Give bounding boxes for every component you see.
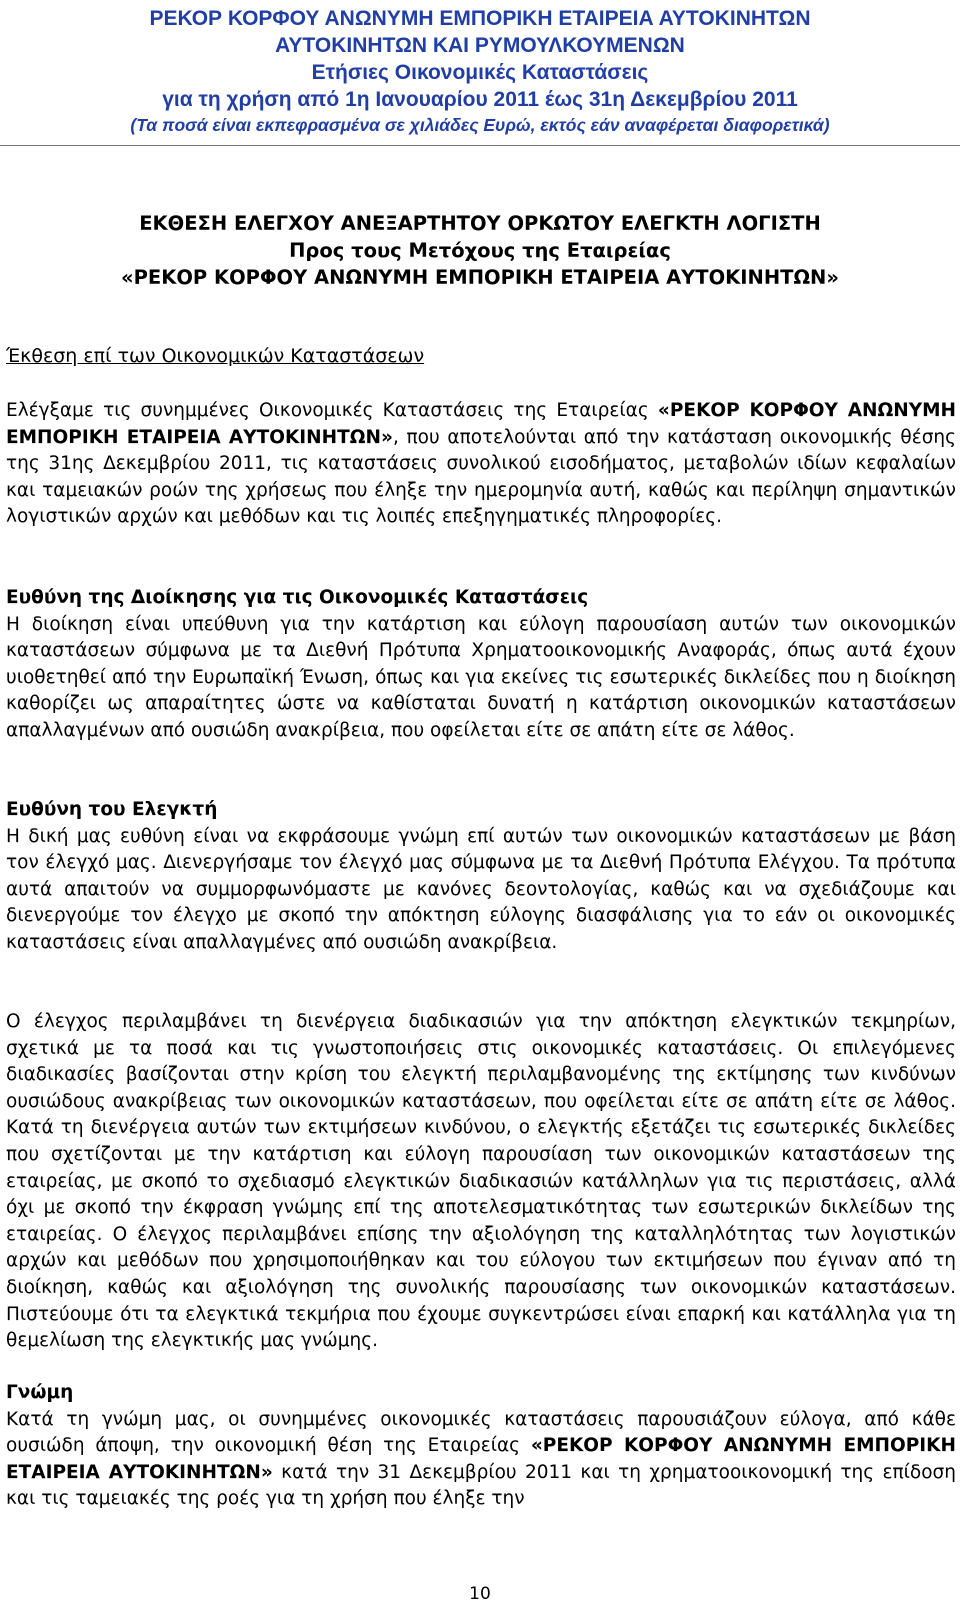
header-company-subtitle: ΑΥΤΟΚΙΝΗΤΩΝ ΚΑΙ ΡΥΜΟΥΛΚΟΥΜΕΝΩΝ <box>275 34 685 57</box>
report-addressee: Προς τους Μετόχους της Εταιρείας <box>289 239 671 262</box>
report-title: ΕΚΘΕΣΗ ΕΛΕΓΧΟΥ ΑΝΕΞΑΡΤΗΤΟΥ ΟΡΚΩΤΟΥ ΕΛΕΓΚΤΗ ΛΟΓΙΣΤΗ <box>139 212 821 235</box>
header-rule <box>0 145 960 146</box>
p5-company: «ΡΕΚΟΡ ΚΟΡΦΟΥ ΑΝΩΝΥΜΗ ΕΜΠΟΡΙΚΗ ΕΤΑΙΡΕΙΑ ΑΥΤΟΚΙΝΗΤΩΝ» <box>6 1435 956 1483</box>
heading-management-responsibility: Ευθύνη της Διοίκησης για τις Οικονομικές Καταστάσεις <box>6 587 589 608</box>
heading-opinion: Γνώμη <box>6 1382 74 1403</box>
heading-auditor-responsibility: Ευθύνη του Ελεγκτή <box>6 799 218 820</box>
p1-company: «ΡΕΚΟΡ ΚΟΡΦΟΥ ΑΝΩΝΥΜΗ ΕΜΠΟΡΙΚΗ ΕΤΑΙΡΕΙΑ ΑΥΤΟΚΙΝΗΤΩΝ» <box>6 400 956 448</box>
p4-text: Ο έλεγχος περιλαμβάνει τη διενέργεια διαδικασιών για την απόκτηση ελεγκτικών τεκμηρίων, σχετικά με τα ποσά και τις γνωστοποιήσεις στις οικονομικές καταστάσεις. Οι επιλεγόμενες διαδικασίες βασίζονται στην κρίση του ελεγκτή περιλαμβανομένης της εκτίμησης των κινδύνων ουσιώδους ανακρίβειας των οικονομικών καταστάσεων, που οφείλεται είτε σε απάτη είτε σε λάθος. Κατά τη διενέργεια αυτών των εκτιμήσεων κινδύνου, ο ελεγκτής εξετάζει τις εσωτερικές δικλείδες που σχετίζονται με την κατάρτιση και εύλογη παρουσίαση των οικονομικών καταστάσεων της εταιρείας, με σκοπό το σχεδιασμό ελεγκτικών διαδικασιών κατάλληλων για τις περιστάσεις, αλλά όχι με σκοπό την έκφραση γνώμης επί της αποτελεσματικότητας των εσωτερικών δικλείδων της εταιρείας. Ο έλεγχος περιλαμβάνει επίσης την αξιολόγηση της καταλληλότητας των λογιστικών αρχών και μεθόδων που χρησιμοποιήθηκαν και του εύλογου των εκτιμήσεων που έγιναν από τη διοίκηση, καθώς και αξιολόγηση της συνολικής παρουσίασης των οικονομικών καταστάσεων. Πιστεύουμε ότι τα ελεγκτικά τεκμήρια που έχουμε συγκεντρώσει είναι επαρκή και κατάλληλα για τη θεμελίωση της ελεγκτικής μας γνώμης. <box>6 1011 956 1352</box>
paragraph-audit-procedures <box>6 1009 956 1355</box>
header-currency-note: (Τα ποσά είναι εκπεφρασμένα σε χιλιάδες Ευρώ, εκτός εάν αναφέρεται διαφορετικά) <box>130 115 830 135</box>
paragraph-management-responsibility <box>6 585 956 745</box>
page-header <box>0 5 960 138</box>
header-period: για τη χρήση από 1η Ιανουαρίου 2011 έως 31η Δεκεμβρίου 2011 <box>162 88 798 111</box>
paragraph-auditor-responsibility <box>6 797 956 957</box>
p1-text-b: , που αποτελούνται από την κατάσταση οικονομικής θέσης της 31ης Δεκεμβρίου 2011, τις καταστάσεις συνολικού εισοδήματος, μεταβολών ιδίων κεφαλαίων και ταμειακών ροών της χρήσεως που έληξε την ημερομηνία αυτή, καθώς και περίληψη σημαντικών λογιστικών αρχών και μεθόδων και τις λοιπές επεξηγηματικές πληροφορίες. <box>6 426 956 528</box>
p2-text: Η διοίκηση είναι υπεύθυνη για την κατάρτιση και εύλογη παρουσίαση αυτών των οικονομικών καταστάσεων σύμφωνα με τα Διεθνή Πρότυπα Χρηματοοικονομικής Αναφοράς, όπως αυτά έχουν υιοθετηθεί από την Ευρωπαϊκή Ένωση, όπως και για εκείνες τις εσωτερικές δικλείδες που η διοίκηση καθορίζει ως απαραίτητες ώστε να καθίσταται δυνατή η κατάρτιση οικονομικών καταστάσεων απαλλαγμένων από ουσιώδη ανακρίβεια, που οφείλεται είτε σε απάτη είτε σε λάθος. <box>6 613 956 741</box>
report-company: «ΡΕΚΟΡ ΚΟΡΦΟΥ ΑΝΩΝΥΜΗ ΕΜΠΟΡΙΚΗ ΕΤΑΙΡΕΙΑ ΑΥΤΟΚΙΝΗΤΩΝ» <box>121 266 839 289</box>
paragraph-opinion <box>6 1380 956 1513</box>
p1-text-a: Ελέγξαμε τις συνημμένες Οικονομικές Καταστάσεις της Εταιρείας <box>6 400 658 421</box>
paragraph-scope <box>6 398 956 531</box>
header-company-name: ΡΕΚΟΡ ΚΟΡΦΟΥ ΑΝΩΝΥΜΗ ΕΜΠΟΡΙΚΗ ΕΤΑΙΡΕΙΑ ΑΥΤΟΚΙΝΗΤΩΝ <box>149 7 811 30</box>
p3-text: Η δική μας ευθύνη είναι να εκφράσουμε γνώμη επί αυτών των οικονομικών καταστάσεων με βάση τον έλεγχό μας. Διενεργήσαμε τον έλεγχό μας σύμφωνα με τα Διεθνή Πρότυπα Ελέγχου. Τα πρότυπα αυτά απαιτούν να συμμορφωνόμαστε με κανόνες δεοντολογίας, καθώς και να σχεδιάζουμε και διενεργούμε τον έλεγχο με σκοπό την απόκτηση εύλογης διασφάλισης για το εάν οι οικονομικές καταστάσεις είναι απαλλαγμένες από ουσιώδη ανακρίβεια. <box>6 825 956 953</box>
p5-text-b: κατά την 31 Δεκεμβρίου 2011 και τη χρηματοοικονομική της επίδοση και τις ταμειακές της ροές για τη χρήση που έληξε την <box>6 1461 956 1510</box>
header-document-type: Ετήσιες Οικονομικές Καταστάσεις <box>311 61 649 84</box>
section-title: Έκθεση επί των Οικονομικών Καταστάσεων <box>6 345 425 367</box>
report-title-block <box>0 210 960 291</box>
page-number: 10 <box>469 1584 491 1604</box>
p5-text-a: Κατά τη γνώμη μας, οι συνημμένες οικονομικές καταστάσεις παρουσιάζουν εύλογα, από κάθε ουσιώδη άποψη, την οικονομική θέση της Εταιρείας <box>6 1408 956 1457</box>
